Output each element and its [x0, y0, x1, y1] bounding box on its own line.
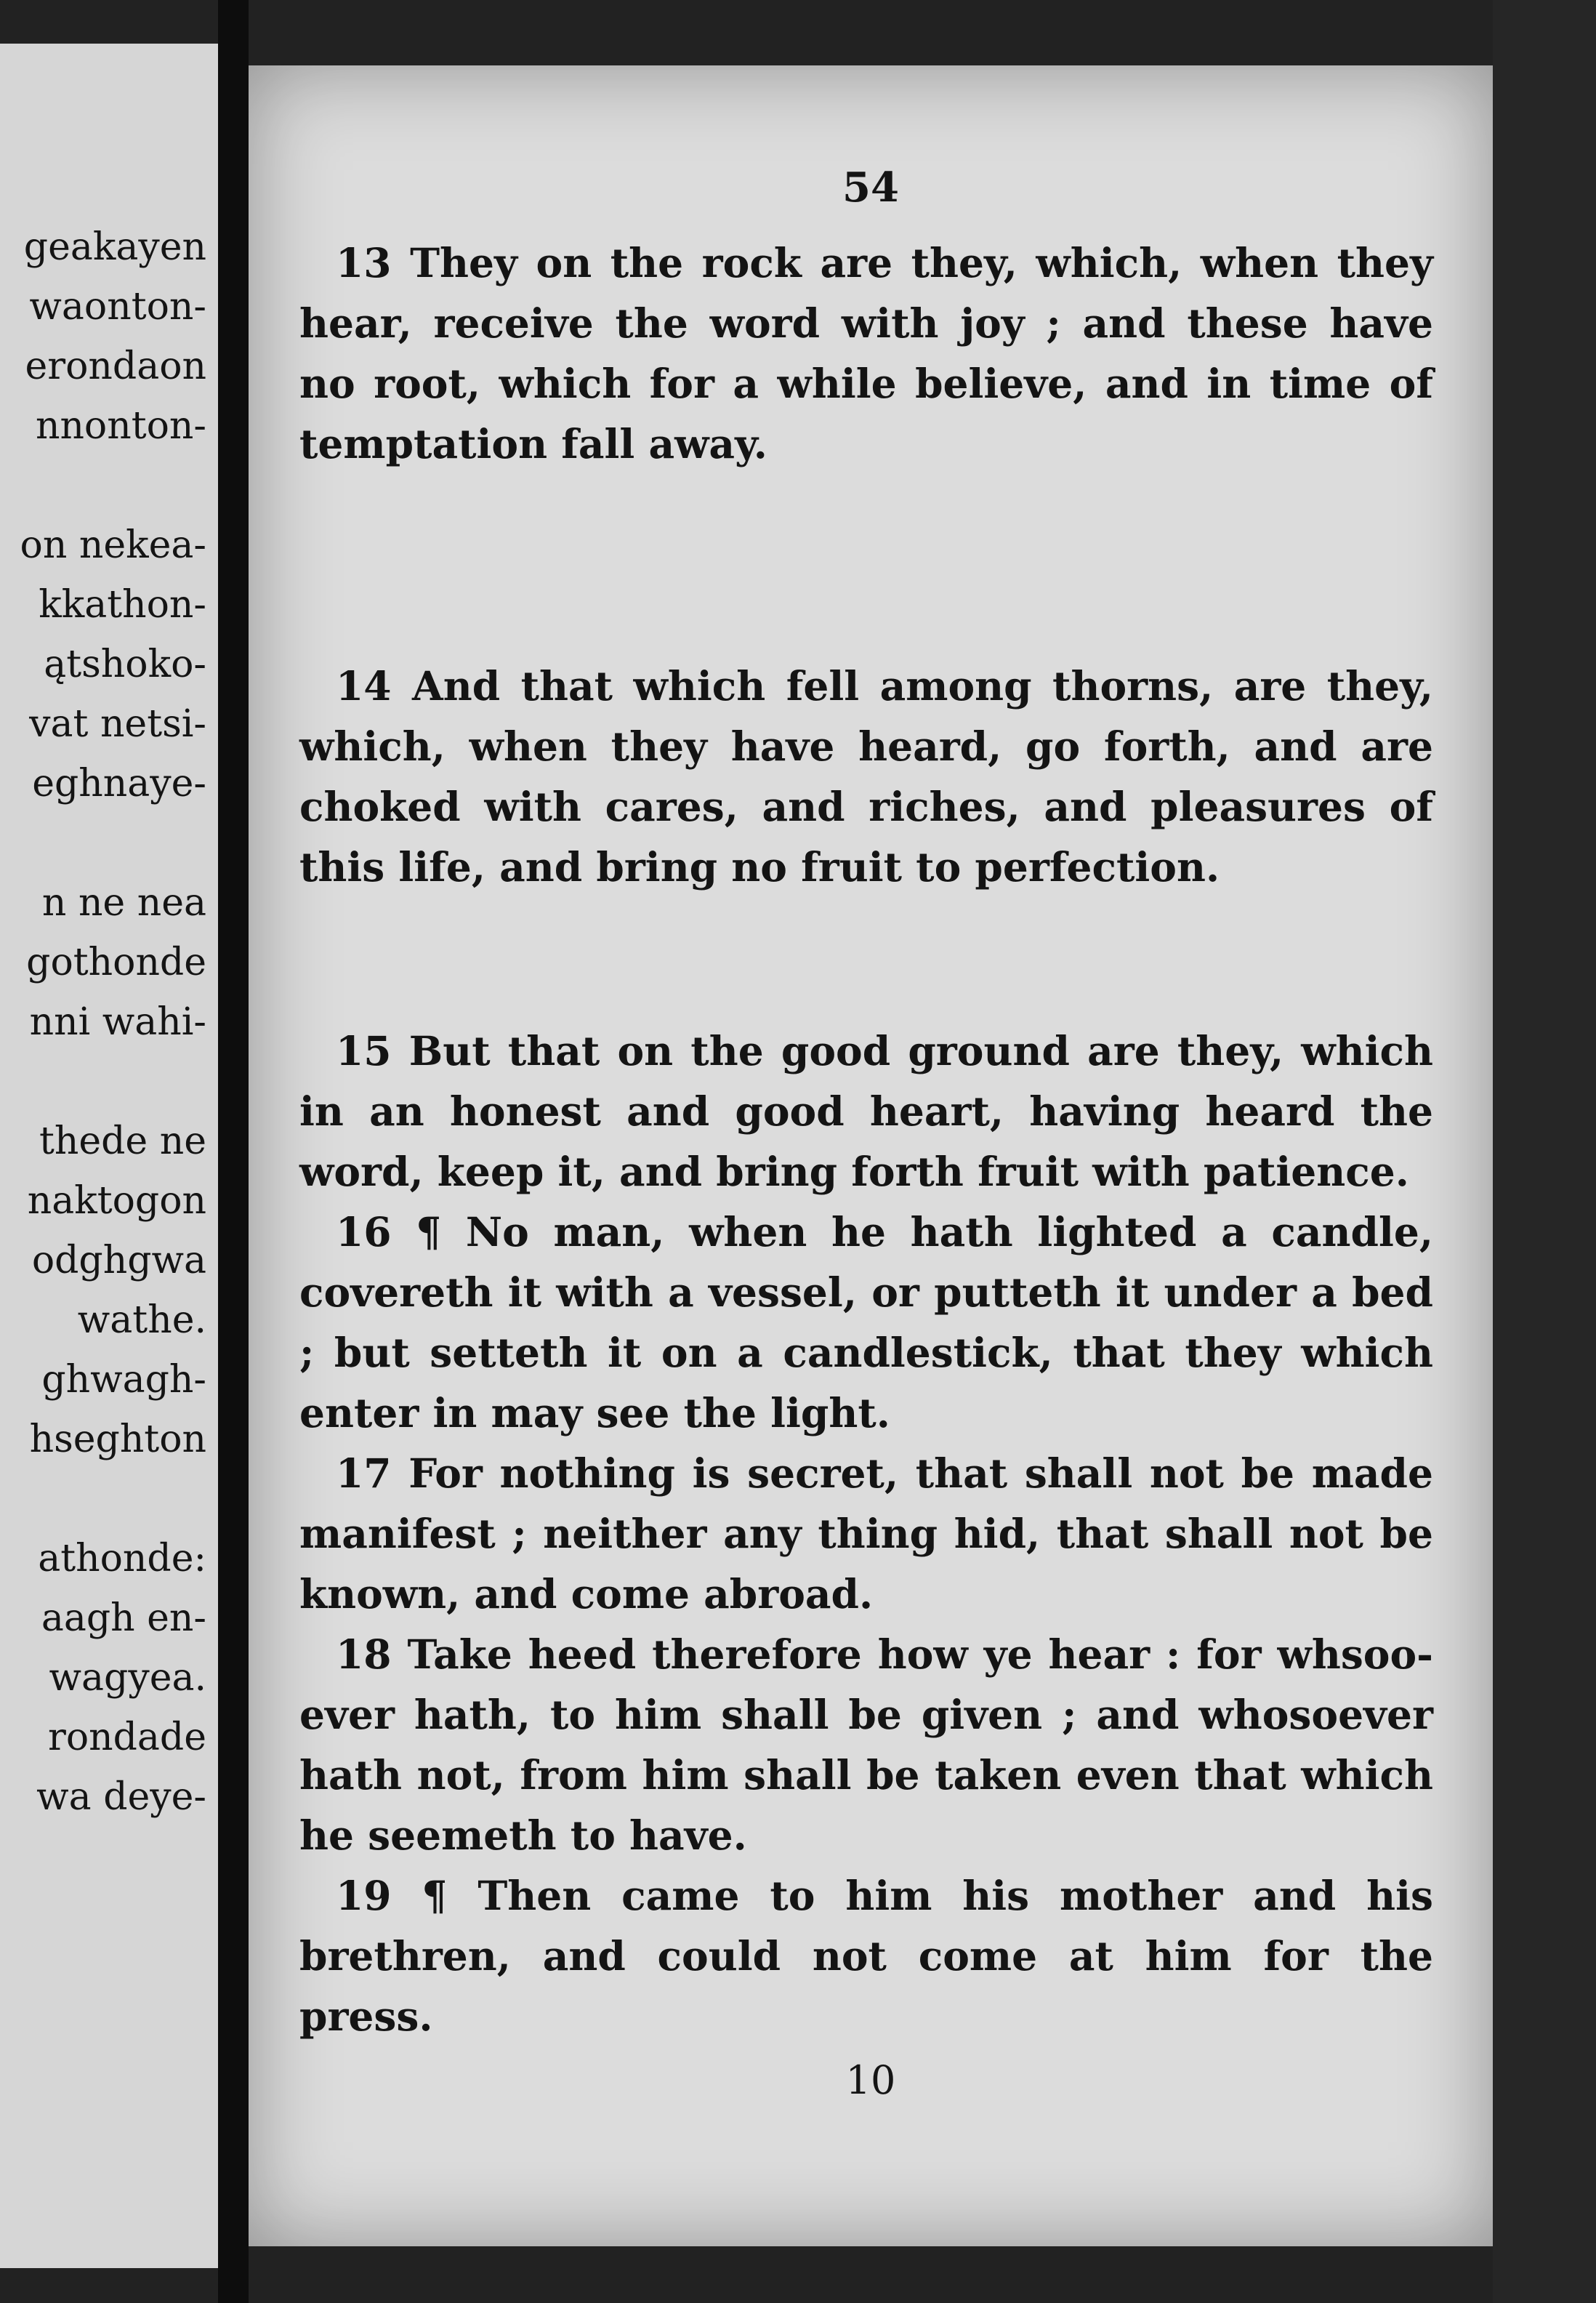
left-page-line: naktogon	[27, 1179, 206, 1223]
left-page-line: hseghton	[29, 1418, 206, 1461]
verse-19	[299, 1865, 1433, 2046]
verse-number: 15	[336, 1027, 392, 1074]
verse-13	[299, 233, 1433, 474]
left-page-line: eghnaye-	[32, 762, 206, 805]
scan-border	[1493, 0, 1596, 2303]
verse-text: No man, when he hath lighted a candle, covereth it with a vessel, or putteth it under a bed ; but setteth it on a candlestick, that they which enter in may see the light.	[299, 1208, 1433, 1436]
left-page-line: wagyea.	[49, 1656, 206, 1700]
verse-16	[299, 1202, 1433, 1443]
right-page	[249, 65, 1493, 2246]
verse-number: 18	[336, 1631, 392, 1678]
left-page-line: aagh en-	[41, 1596, 206, 1640]
left-page-line: rondade	[47, 1716, 206, 1759]
verse-text: Take heed therefore how ye hear : for whsoo-ever hath, to him shall be given ; and whosoever hath not, from him shall be taken even that which he seemeth to have.	[299, 1631, 1433, 1859]
left-page-line: ątshoko-	[44, 643, 206, 686]
left-page-line: wa deye-	[36, 1775, 206, 1819]
left-page-line: gothonde	[26, 941, 206, 984]
verse-18	[299, 1624, 1433, 1865]
verse-number: 14	[336, 662, 392, 710]
verse-text: For nothing is secret, that shall not be made manifest ; neither any thing hid, that shall not be known, and come abroad.	[299, 1450, 1433, 1617]
page-number: 54	[842, 164, 899, 212]
left-page-line: n ne nea	[41, 881, 206, 925]
verse-text: And that which fell among thorns, are they, which, when they have heard, go forth, and are choked with cares, and riches, and pleasures of this life, and bring no fruit to perfection.	[299, 662, 1433, 891]
left-page-line: nni wahi-	[29, 1000, 206, 1044]
left-page-line: geakayen	[23, 225, 206, 269]
verse-number: 16 ¶	[336, 1208, 442, 1255]
verse-number: 13	[336, 239, 392, 286]
left-page-line: on nekea-	[20, 523, 206, 567]
left-page-line: athonde:	[38, 1537, 206, 1580]
verse-block	[299, 233, 1433, 2046]
verse-14	[299, 656, 1433, 897]
verse-number: 19 ¶	[336, 1872, 448, 1919]
verse-15	[299, 1021, 1433, 1202]
left-page-line: kkathon-	[39, 583, 206, 627]
left-page-line: thede ne	[39, 1120, 206, 1163]
verse-number: 17	[336, 1450, 392, 1497]
left-page-line: vat netsi-	[29, 702, 206, 746]
verse-text: Then came to him his mother and his brethren, and could not come at him for the press.	[299, 1872, 1433, 2040]
verse-text: But that on the good ground are they, which in an honest and good heart, having heard the word, keep it, and bring forth fruit with patience.	[299, 1027, 1434, 1195]
left-page-line: waonton-	[29, 285, 206, 329]
left-page-line: ghwagh-	[41, 1358, 206, 1402]
left-page-line: nnonton-	[35, 404, 206, 448]
verse-17	[299, 1443, 1433, 1624]
left-page-line: wathe.	[77, 1298, 206, 1342]
signature-mark: 10	[845, 2057, 896, 2103]
left-page-line: odghgwa	[31, 1239, 206, 1282]
left-page-line: erondaon	[25, 345, 206, 388]
verse-text: They on the rock are they, which, when they hear, receive the word with joy ; and these have no root, which for a while believe, and in time of temptation fall away.	[299, 239, 1433, 467]
book-gutter	[218, 0, 249, 2303]
left-facing-page	[0, 44, 218, 2268]
